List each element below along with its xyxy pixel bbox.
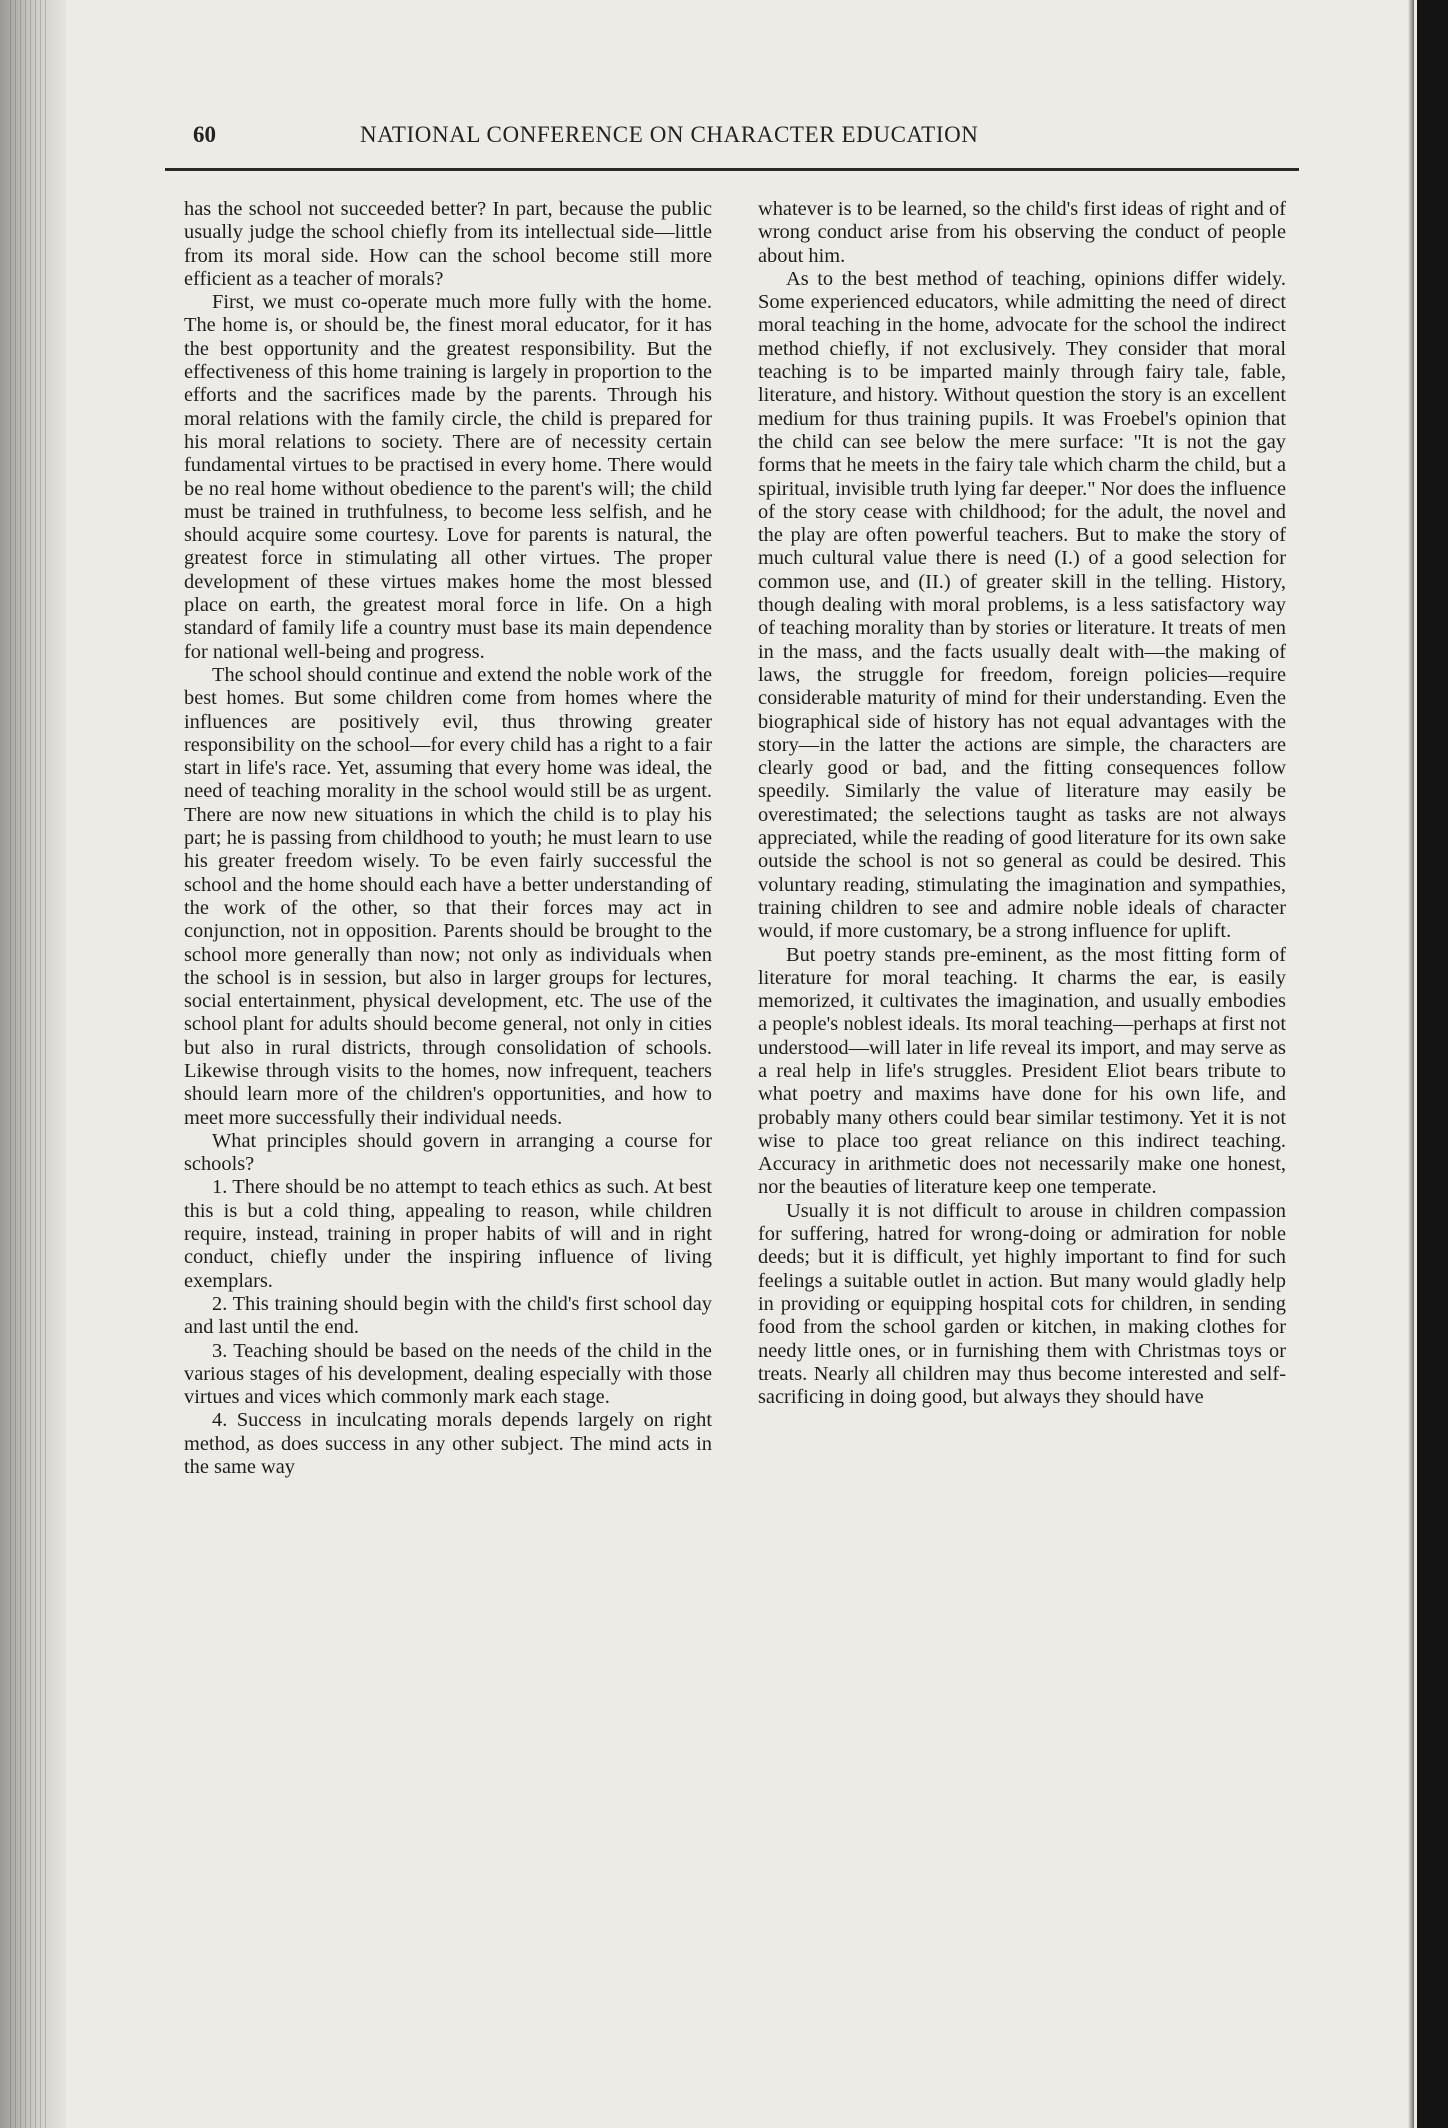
page-right-fold xyxy=(1408,0,1414,2128)
list-item: 2. This training should begin with the child's first school day and last until the end. xyxy=(184,1292,712,1339)
paragraph: But poetry stands pre-eminent, as the most fitting form of literature for moral teaching. It charms the ear, is easily memorized, it cultivates the imagination, and usually embodies a people's noblest ideals. Its moral teaching—perhaps at first not understood—will later in life reveal its import, and may serve as a real help in life's struggles. President Eliot bears tribute to what poetry and maxims have done for his own life, and probably many others could bear similar testimony. Yet it is not wise to place too great reliance on this indirect teaching. Accuracy in arithmetic does not necessarily make one honest, nor the beauties of literature keep one temperate. xyxy=(758,943,1286,1199)
page-edge-lines xyxy=(10,0,50,2128)
header-rule xyxy=(165,168,1299,171)
left-column xyxy=(184,198,712,1479)
paragraph: Usually it is not difficult to arouse in children compassion for suffering, hatred for wrong-doing or admiration for noble deeds; but it is difficult, yet highly important to find for such feelings a suitable outlet in action. But many would gladly help in providing or equipping hospital cots for children, in sending food from the school garden or kitchen, in making clothes for needy little ones, or in furnishing them with Christmas toys or treats. Nearly all children may thus become interested and self-sacrificing in doing good, but always they should have xyxy=(758,1199,1286,1409)
paragraph: whatever is to be learned, so the child's first ideas of right and of wrong conduct arise from his observing the conduct of people about him. xyxy=(758,198,1286,267)
page-header xyxy=(165,118,1299,158)
list-item: 3. Teaching should be based on the needs of the child in the various stages of his development, dealing especially with those virtues and vices which commonly mark each stage. xyxy=(184,1339,712,1409)
running-head: NATIONAL CONFERENCE ON CHARACTER EDUCATION xyxy=(360,122,979,147)
paragraph: What principles should govern in arranging a course for schools? xyxy=(184,1129,712,1176)
paragraph: The school should continue and extend the noble work of the best homes. But some children come from homes where the influences are positively evil, thus throwing greater responsibility on the school—for every child has a right to a fair start in life's race. Yet, assuming that every home was ideal, the need of teaching morality in the school would still be as urgent. There are now new situations in which the child is to play his part; he is passing from childhood to youth; he must learn to use his greater freedom wisely. To be even fairly successful the school and the home should each have a better understanding of the work of the other, so that their forces may act in conjunction, not in opposition. Parents should be brought to the school more generally than now; not only as individuals when the school is in session, but also in larger groups for lectures, social entertainment, physical development, etc. The use of the school plant for adults should become general, not only in cities but also in rural districts, through consolidation of schools. Likewise through visits to the homes, now infrequent, teachers should learn more of the children's opportunities, and how to meet more successfully their individual needs. xyxy=(184,663,712,1129)
paragraph: First, we must co-operate much more fully with the home. The home is, or should be, the finest moral educator, for it has the best opportunity and the greatest responsibility. But the effectiveness of this home training is largely in proportion to the efforts and the sacrifices made by the parents. Through his moral relations with the family circle, the child is prepared for his moral relations to society. There are of necessity certain fundamental virtues to be practised in every home. There would be no real home without obedience to the parent's will; the child must be trained in truthfulness, to become less selfish, and he should acquire some courtesy. Love for parents is natural, the greatest force in stimulating all other virtues. The proper development of these virtues makes home the most blessed place on earth, the greatest moral force in life. On a high standard of family life a country must base its main dependence for national well-being and progress. xyxy=(184,291,712,663)
paragraph: has the school not succeeded better? In part, because the public usually judge the school chiefly from its intellectual side—little from its moral side. How can the school become still more efficient as a teacher of morals? xyxy=(184,198,712,290)
list-item: 1. There should be no attempt to teach ethics as such. At best this is but a cold thing, appealing to reason, while children require, instead, training in proper habits of will and in right conduct, chiefly under the inspiring influence of living exemplars. xyxy=(184,1176,712,1292)
paragraph: As to the best method of teaching, opinions differ widely. Some experienced educators, while admitting the need of direct moral teaching in the home, advocate for the school the indirect method chiefly, if not exclusively. They consider that moral teaching is to be imparted mainly through fairy tale, fable, literature, and history. Without question the story is an excellent medium for thus training pupils. It was Froebel's opinion that the child can see below the mere surface: "It is not the gay forms that he meets in the fairy tale which charm the child, but a spiritual, invisible truth lying far deeper." Nor does the influence of the story cease with childhood; for the adult, the novel and the play are often powerful teachers. But to make the story of much cultural value there is need (I.) of a good selection for common use, and (II.) of greater skill in the telling. History, though dealing with moral problems, is a less satisfactory way of teaching morality than by stories or literature. It treats of men in the mass, and the facts usually dealt with—the making of laws, the struggle for freedom, foreign policies—require considerable maturity of mind for their understanding. Even the biographical side of history has not equal advantages with the story—in the latter the actions are simple, the characters are clearly good or bad, and the fitting consequences follow speedily. Similarly the value of literature may easily be overestimated; the selections taught as tasks are not always appreciated, while the reading of good literature for its own sake outside the school is not so general as could be desired. This voluntary reading, stimulating the imagination and sympathies, training children to see and admire noble ideals of character would, if more customary, be a strong influence for uplift. xyxy=(758,267,1286,943)
right-column xyxy=(758,198,1286,1409)
list-item: 4. Success in inculcating morals depends largely on right method, as does success in any other subject. The mind acts in the same way xyxy=(184,1409,712,1479)
page-number: 60 xyxy=(193,122,216,147)
scanner-border xyxy=(1417,0,1448,2128)
